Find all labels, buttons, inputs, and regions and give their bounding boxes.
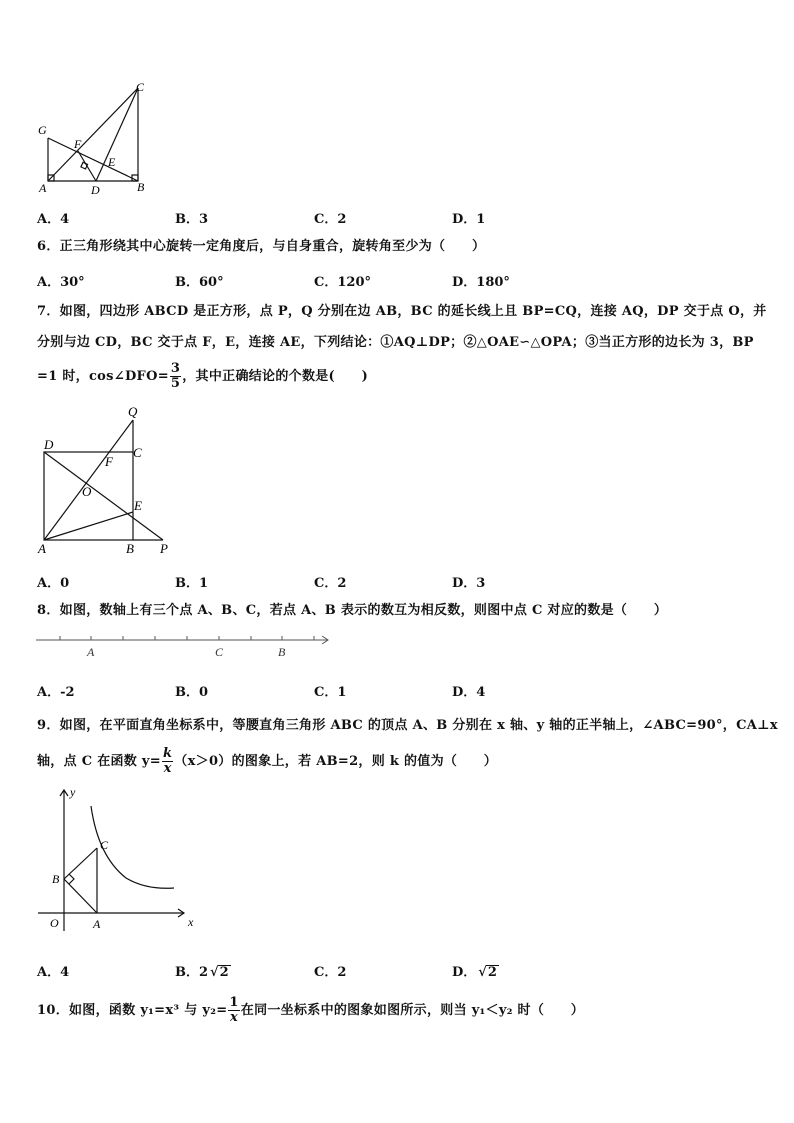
- q6-option-c: C．120°: [314, 275, 371, 290]
- q7-line-3-pre: =1 时，cos∠DFO=: [37, 369, 169, 384]
- q10-fraction-num: 1: [229, 995, 239, 1010]
- q7-line-3-post: ，其中正确结论的个数是( ): [182, 369, 369, 384]
- q9-option-d: [452, 961, 499, 980]
- q9-label-y: y: [70, 786, 76, 799]
- q7-label-a: A: [38, 541, 46, 556]
- q5-label-e: E: [108, 155, 116, 169]
- q7-fraction-den: 5: [170, 376, 181, 391]
- q5-label-b: B: [137, 180, 145, 194]
- q5-label-g: G: [38, 123, 47, 137]
- q5-label-a: A: [39, 181, 47, 195]
- q6-option-b: B．60°: [175, 275, 224, 290]
- q7-option-c: C．2: [314, 576, 347, 591]
- q5-option-c: C．2: [314, 212, 347, 227]
- q5-label-d: D: [91, 183, 100, 197]
- q7-label-p: P: [160, 541, 168, 556]
- q8-axis-label-c: C: [215, 645, 224, 659]
- q7-option-a: A．0: [37, 576, 70, 591]
- q10-text: [37, 993, 584, 1029]
- q9-line-2-post: （x＞0）的图象上，若 AB=2，则 k 的值为（ ）: [174, 754, 498, 769]
- q9-fraction-num: k: [162, 746, 173, 761]
- q7-line-1: 7．如图，四边形 ABCD 是正方形，点 P，Q 分别在边 AB，BC 的延长线上且 BP=CQ，连接 AQ，DP 交于点 O，并: [37, 304, 767, 319]
- q9-option-c: C．2: [314, 965, 347, 980]
- q7-option-d: D．3: [452, 576, 486, 591]
- q7-label-d: D: [44, 437, 54, 452]
- q5-option-b: B．3: [175, 212, 209, 227]
- q10-fraction: [228, 996, 239, 1025]
- q7-label-f: F: [105, 454, 113, 469]
- q8-option-a: A．-2: [37, 685, 75, 700]
- q9-fraction-den: x: [163, 761, 172, 776]
- q9-line-2-pre: 轴，点 C 在函数 y=: [37, 754, 161, 769]
- q7-fraction-num: 3: [170, 361, 181, 376]
- q9-label-b: B: [52, 872, 60, 886]
- q8-text: 8．如图，数轴上有三个点 A、B、C，若点 A、B 表示的数互为相反数，则图中点 C 对应的数是（ ）: [37, 603, 668, 618]
- q9-option-a: A．4: [37, 965, 70, 980]
- q7-line-3: [37, 359, 368, 395]
- q9-option-d-sqrt-sign: √: [478, 965, 487, 980]
- q8-option-b: B．0: [175, 685, 209, 700]
- q6-option-a: A．30°: [37, 275, 85, 290]
- q10-text-pre: 10．如图，函数 y₁=x³ 与 y₂=: [37, 1003, 228, 1018]
- q9-option-b-sqrt-value: 2: [219, 965, 229, 980]
- q7-label-q: Q: [128, 404, 138, 419]
- q7-figure: [32, 400, 182, 560]
- q7-fraction: [170, 362, 181, 391]
- q8-option-d: D．4: [452, 685, 486, 700]
- q5-figure: [30, 78, 160, 198]
- q9-label-x: x: [188, 915, 194, 929]
- q8-axis-label-b: B: [278, 645, 286, 659]
- q8-axis-label-a: A: [87, 645, 95, 659]
- q8-number-line: [36, 630, 336, 662]
- q9-label-a: A: [93, 917, 101, 931]
- q9-label-o: O: [50, 916, 59, 930]
- q9-line-2: [37, 744, 497, 780]
- q6-text: 6．正三角形绕其中心旋转一定角度后，与自身重合，旋转角至少为（ ）: [37, 239, 486, 254]
- q7-label-b: B: [126, 541, 134, 556]
- q7-option-b: B．1: [175, 576, 209, 591]
- q8-option-c: C．1: [314, 685, 347, 700]
- q9-label-c: C: [100, 838, 109, 852]
- q5-option-a: A．4: [37, 212, 70, 227]
- q9-option-d-sqrt-value: 2: [487, 965, 497, 980]
- q9-option-b-label: B．2: [175, 965, 209, 980]
- q5-label-f: F: [74, 137, 82, 151]
- q9-option-d-label: D．: [452, 965, 477, 980]
- q9-line-1: 9．如图，在平面直角坐标系中，等腰直角三角形 ABC 的顶点 A、B 分别在 x 轴、y 轴的正半轴上，∠ABC=90°，CA⊥x: [37, 718, 778, 733]
- q9-figure: [36, 786, 206, 936]
- q7-label-c: C: [133, 445, 142, 460]
- q7-line-2: 分别与边 CD，BC 交于点 F，E，连接 AE，下列结论：①AQ⊥DP；②△OAE∽△OPA；③当正方形的边长为 3，BP: [37, 335, 754, 350]
- q6-option-d: D．180°: [452, 275, 510, 290]
- q7-label-e: E: [134, 498, 142, 513]
- q7-label-o: O: [82, 484, 92, 499]
- q9-fraction: [162, 747, 173, 776]
- q9-option-b: [175, 961, 231, 980]
- q5-label-c: C: [136, 80, 145, 94]
- q9-option-b-sqrt-sign: √: [210, 965, 219, 980]
- q5-option-d: D．1: [452, 212, 486, 227]
- q10-text-post: 在同一坐标系中的图象如图所示，则当 y₁＜y₂ 时（ ）: [240, 1003, 585, 1018]
- q10-fraction-den: x: [230, 1010, 239, 1025]
